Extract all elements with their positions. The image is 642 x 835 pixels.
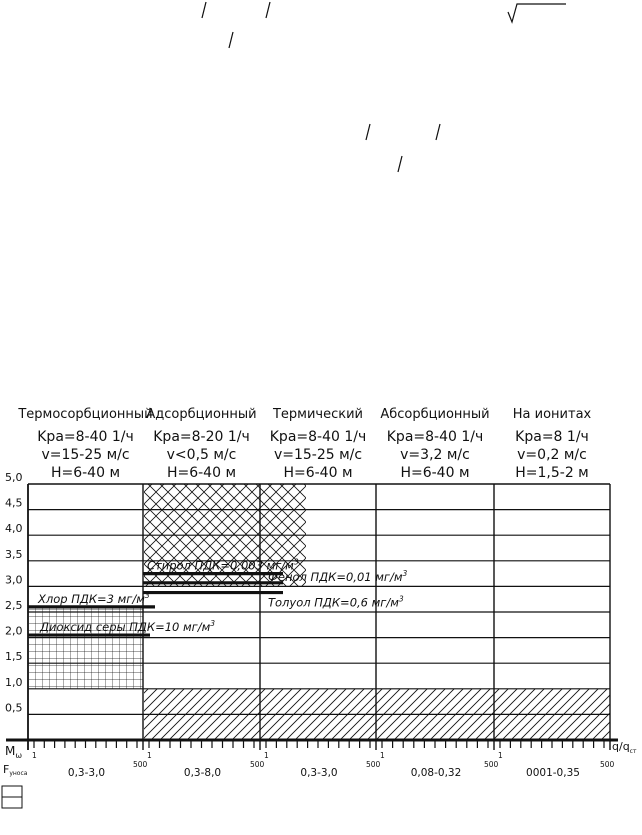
- pollutant-label-text: Толуол ПДК=0,6 мг/м: [268, 595, 399, 610]
- fragment-slash: [202, 2, 206, 18]
- x-axis-label: [612, 740, 637, 755]
- y-tick-label: 4,0: [5, 522, 23, 536]
- column-range-label: 0,3-8,0: [183, 767, 222, 779]
- fragment-slash: [436, 124, 440, 140]
- pollutant-label-text: Стирол ПДК=0,003 мг/м: [147, 558, 294, 573]
- column-velocity: v=3,2 м/с: [400, 447, 470, 463]
- pollutant-lines: [28, 558, 408, 635]
- x-axis-label-main: q/q: [612, 740, 630, 753]
- column-kpa: Kpa=8-20 1/ч: [153, 429, 250, 445]
- x-axis-label-subscript: ст: [629, 748, 637, 755]
- fragment-slash: [266, 2, 270, 18]
- x-scale-start-label: 1: [264, 751, 269, 760]
- x-scale-end-label: 500: [366, 760, 381, 769]
- column-title: Абсорбционный: [380, 407, 490, 422]
- y-tick-label: 3,0: [5, 573, 23, 587]
- x-axis: [3, 740, 637, 779]
- x-scale-end-label: 500: [484, 760, 499, 769]
- column-kpa: Kpa=8 1/ч: [515, 429, 589, 445]
- pollutant-label-text: Фенол ПДК=0,01 мг/м: [268, 569, 403, 584]
- y-tick-label: 2,0: [5, 624, 23, 638]
- column-title: На ионитах: [512, 407, 592, 422]
- x-scale-end-label: 500: [133, 760, 148, 769]
- pollutant-label: [268, 595, 404, 610]
- column-height: H=6-40 м: [166, 465, 237, 481]
- pollutant-label-superscript: 3: [402, 568, 408, 578]
- column-kpa: Kpa=8-40 1/ч: [386, 429, 484, 445]
- pollutant-label-superscript: 3: [398, 594, 404, 604]
- column-title: Адсорбционный: [146, 407, 257, 422]
- pollutant-label: [39, 619, 215, 634]
- column-title: Термический: [272, 407, 364, 422]
- column-height: H=6-40 м: [283, 465, 353, 481]
- row-label: [3, 763, 28, 777]
- fragment-slash: [398, 156, 402, 172]
- y-tick-label: 1,0: [5, 675, 23, 689]
- x-scale-end-label: 500: [250, 760, 265, 769]
- column-kpa: Kpa=8-40 1/ч: [37, 429, 134, 445]
- y-tick-label: 2,5: [5, 599, 23, 612]
- y-tick-label: 3,5: [5, 547, 23, 561]
- column-range-label: 0001-0,35: [526, 767, 580, 779]
- fragment-slash: [229, 32, 233, 48]
- column-velocity: v<0,5 м/с: [166, 447, 237, 463]
- page-fragment-marks: [202, 2, 566, 172]
- pollutant-label-text: Хлор ПДК=3 мг/м: [38, 591, 145, 606]
- y-axis-label-main: M: [5, 744, 16, 758]
- column-range-label: 0,08-0,32: [410, 767, 462, 779]
- x-scale-start-label: 1: [380, 751, 385, 760]
- x-scale-start-label: 1: [147, 751, 152, 760]
- x-scale-start-label: 1: [498, 751, 503, 760]
- y-axis: [5, 471, 23, 760]
- y-axis-label: [5, 744, 22, 760]
- x-scale-start-label: 1: [32, 751, 37, 760]
- column-height: H=6-40 м: [400, 465, 470, 481]
- pollutant-label-superscript: 3: [210, 619, 216, 629]
- fragment-radical: [508, 4, 566, 22]
- corner-box: [2, 786, 22, 808]
- column-velocity: v=15-25 м/с: [273, 447, 363, 463]
- column-velocity: v=15-25 м/с: [41, 447, 130, 463]
- pollutant-label-text: Диоксид серы ПДК=10 мг/м: [40, 620, 211, 635]
- pollutant-label-superscript: 3: [293, 557, 299, 567]
- pollutant-label: [37, 591, 150, 606]
- column-height: H=1,5-2 м: [515, 465, 589, 481]
- row-label-main: F: [3, 763, 10, 776]
- column-title: Термосорбционный: [18, 407, 153, 422]
- pollutant-label: [268, 569, 408, 584]
- fragment-slash: [366, 124, 370, 140]
- row-label-subscript: уноса: [9, 770, 28, 777]
- column-kpa: Kpa=8-40 1/ч: [269, 429, 367, 445]
- y-tick-label: 1,5: [5, 650, 23, 664]
- column-headers: [17, 407, 591, 481]
- y-tick-label: 0,5: [5, 701, 23, 715]
- y-tick-label: 4,5: [5, 496, 23, 510]
- column-range-label: 0,3-3,0: [300, 767, 338, 779]
- y-tick-label: 5,0: [5, 471, 23, 484]
- column-range-label: 0,3-3,0: [67, 767, 106, 779]
- y-axis-label-subscript: ω: [15, 751, 23, 760]
- column-height: H=6-40 м: [50, 465, 121, 481]
- pollutant-label-superscript: 3: [144, 590, 150, 600]
- x-scale-end-label: 500: [600, 760, 615, 769]
- column-velocity: v=0,2 м/с: [517, 447, 587, 463]
